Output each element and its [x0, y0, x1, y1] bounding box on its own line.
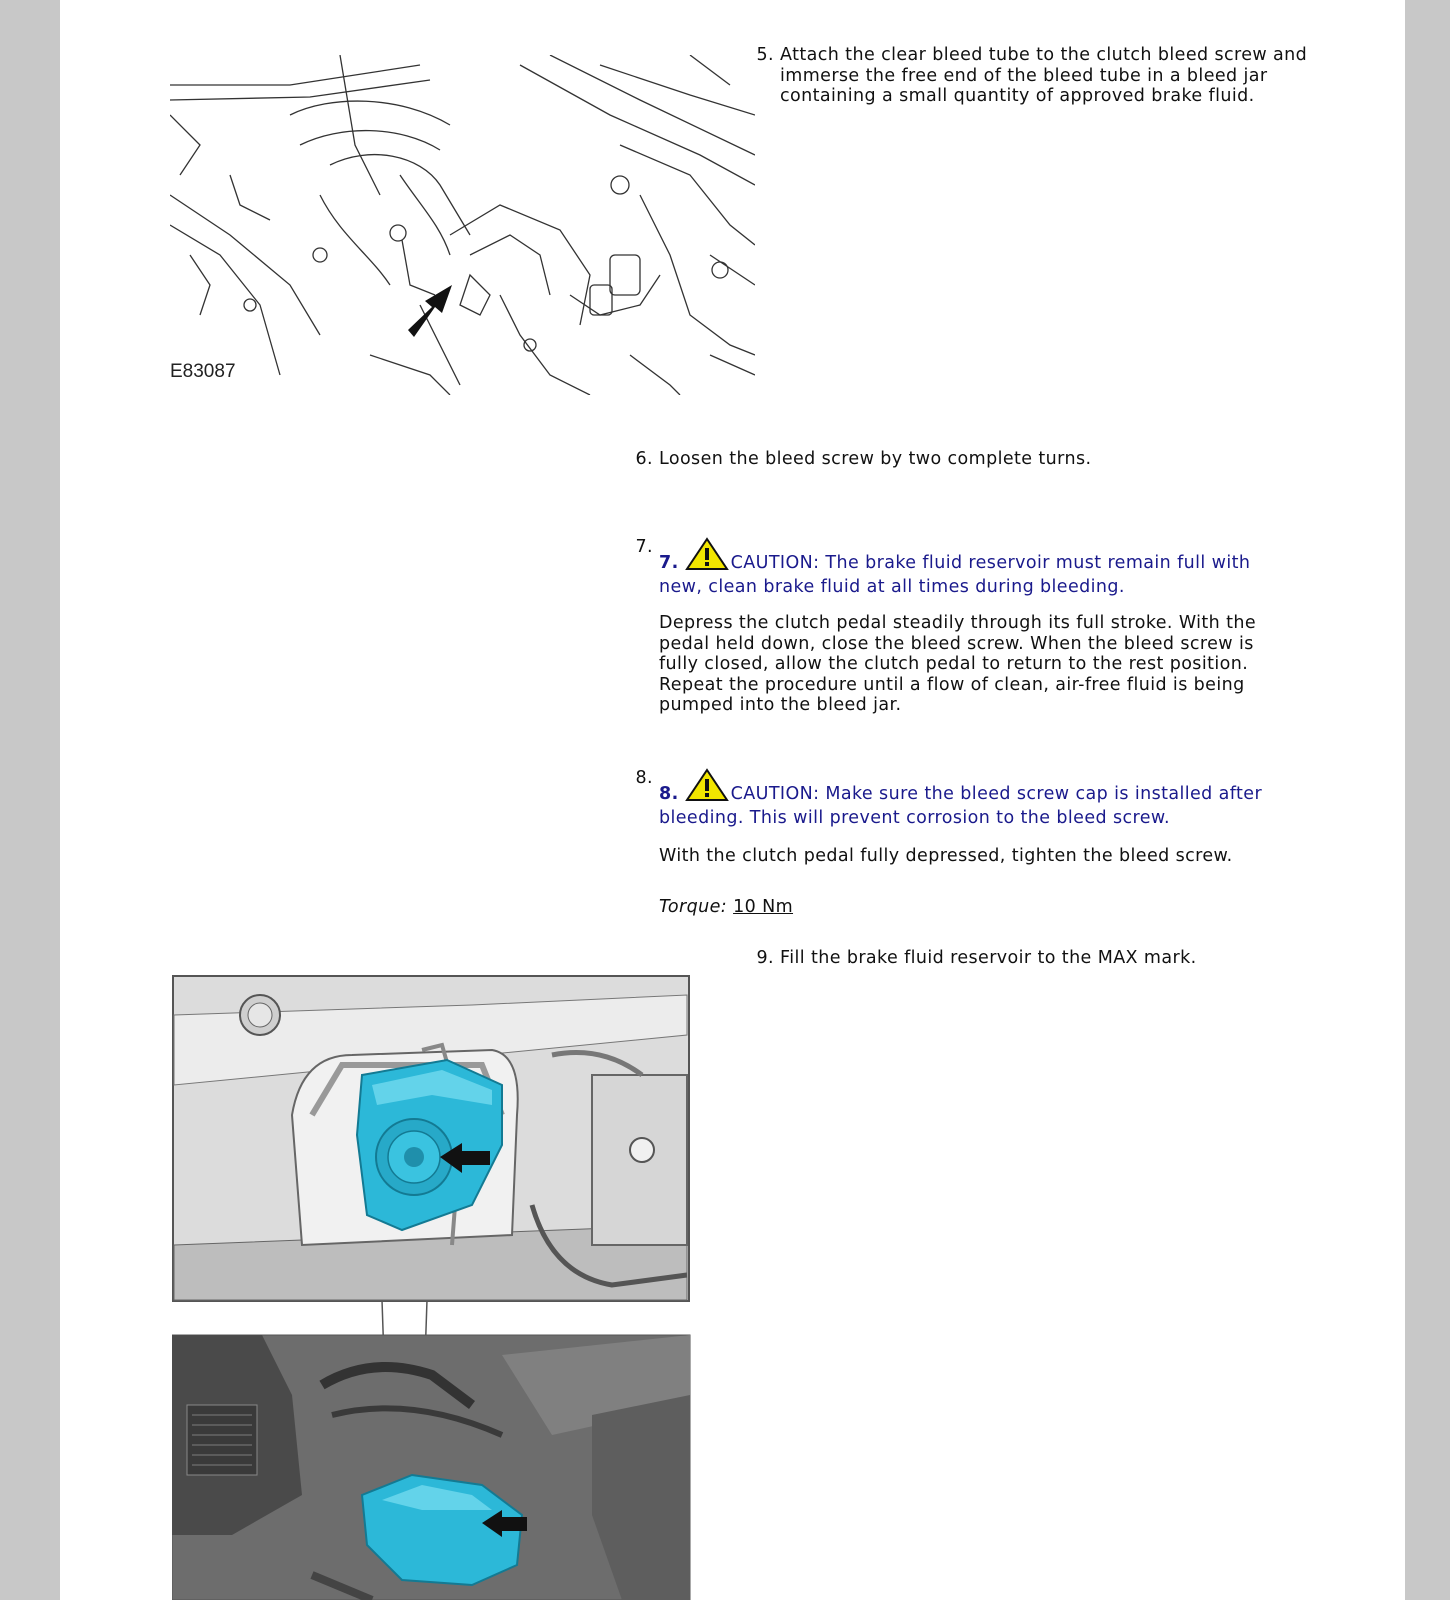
- clutch-bleed-diagram: [170, 55, 755, 395]
- caution-number: 7.: [659, 553, 679, 573]
- caution-text: CAUTION: The brake fluid reservoir must remain full with new, clean brake fluid at all times during bleeding.: [659, 553, 1251, 597]
- warning-triangle-icon: [685, 768, 729, 808]
- caution-note: [659, 768, 1299, 828]
- step-number: 6.: [635, 449, 653, 469]
- step-text: Depress the clutch pedal steadily through its full stroke. With the pedal held down, close the bleed screw. When the bleed screw is fully closed, allow the clutch pedal to return to the rest position. Repeat the procedure until a flow of clean, air-free fluid is being pumped into the bleed jar.: [659, 613, 1257, 715]
- warning-triangle-icon: [685, 537, 729, 577]
- step-number: 5.: [756, 45, 774, 65]
- torque-label: Torque:: [659, 896, 728, 917]
- step-text: With the clutch pedal fully depressed, tighten the bleed screw.: [659, 846, 1233, 866]
- step-number: 8.: [635, 768, 653, 788]
- reservoir-illustration: [172, 975, 692, 1600]
- figure-label: E83087: [170, 361, 236, 382]
- step-9: [756, 948, 1340, 969]
- step-6: [635, 449, 1299, 470]
- step-text: Loosen the bleed screw by two complete turns.: [659, 449, 1092, 469]
- figure-clutch-bleed-screw: [170, 55, 755, 395]
- caution-note: [659, 537, 1279, 597]
- caution-number: 8.: [659, 784, 679, 804]
- document-page: [60, 0, 1405, 1600]
- step-number: 7.: [635, 537, 653, 557]
- step-8: [635, 768, 1299, 917]
- step-text: Fill the brake fluid reservoir to the MAX mark.: [780, 948, 1197, 968]
- caution-text: CAUTION: Make sure the bleed screw cap is installed after bleeding. This will prevent corrosion to the bleed screw.: [659, 784, 1263, 828]
- step-5: [756, 45, 1340, 107]
- figure-brake-fluid-reservoir: [172, 975, 692, 1600]
- step-7: [635, 537, 1279, 716]
- torque-value[interactable]: 10 Nm: [733, 896, 794, 917]
- step-text: Attach the clear bleed tube to the clutch bleed screw and immerse the free end of the bleed tube in a bleed jar containing a small quantity of approved brake fluid.: [780, 45, 1308, 106]
- torque-spec: [659, 897, 1299, 918]
- step-number: 9.: [756, 948, 774, 968]
